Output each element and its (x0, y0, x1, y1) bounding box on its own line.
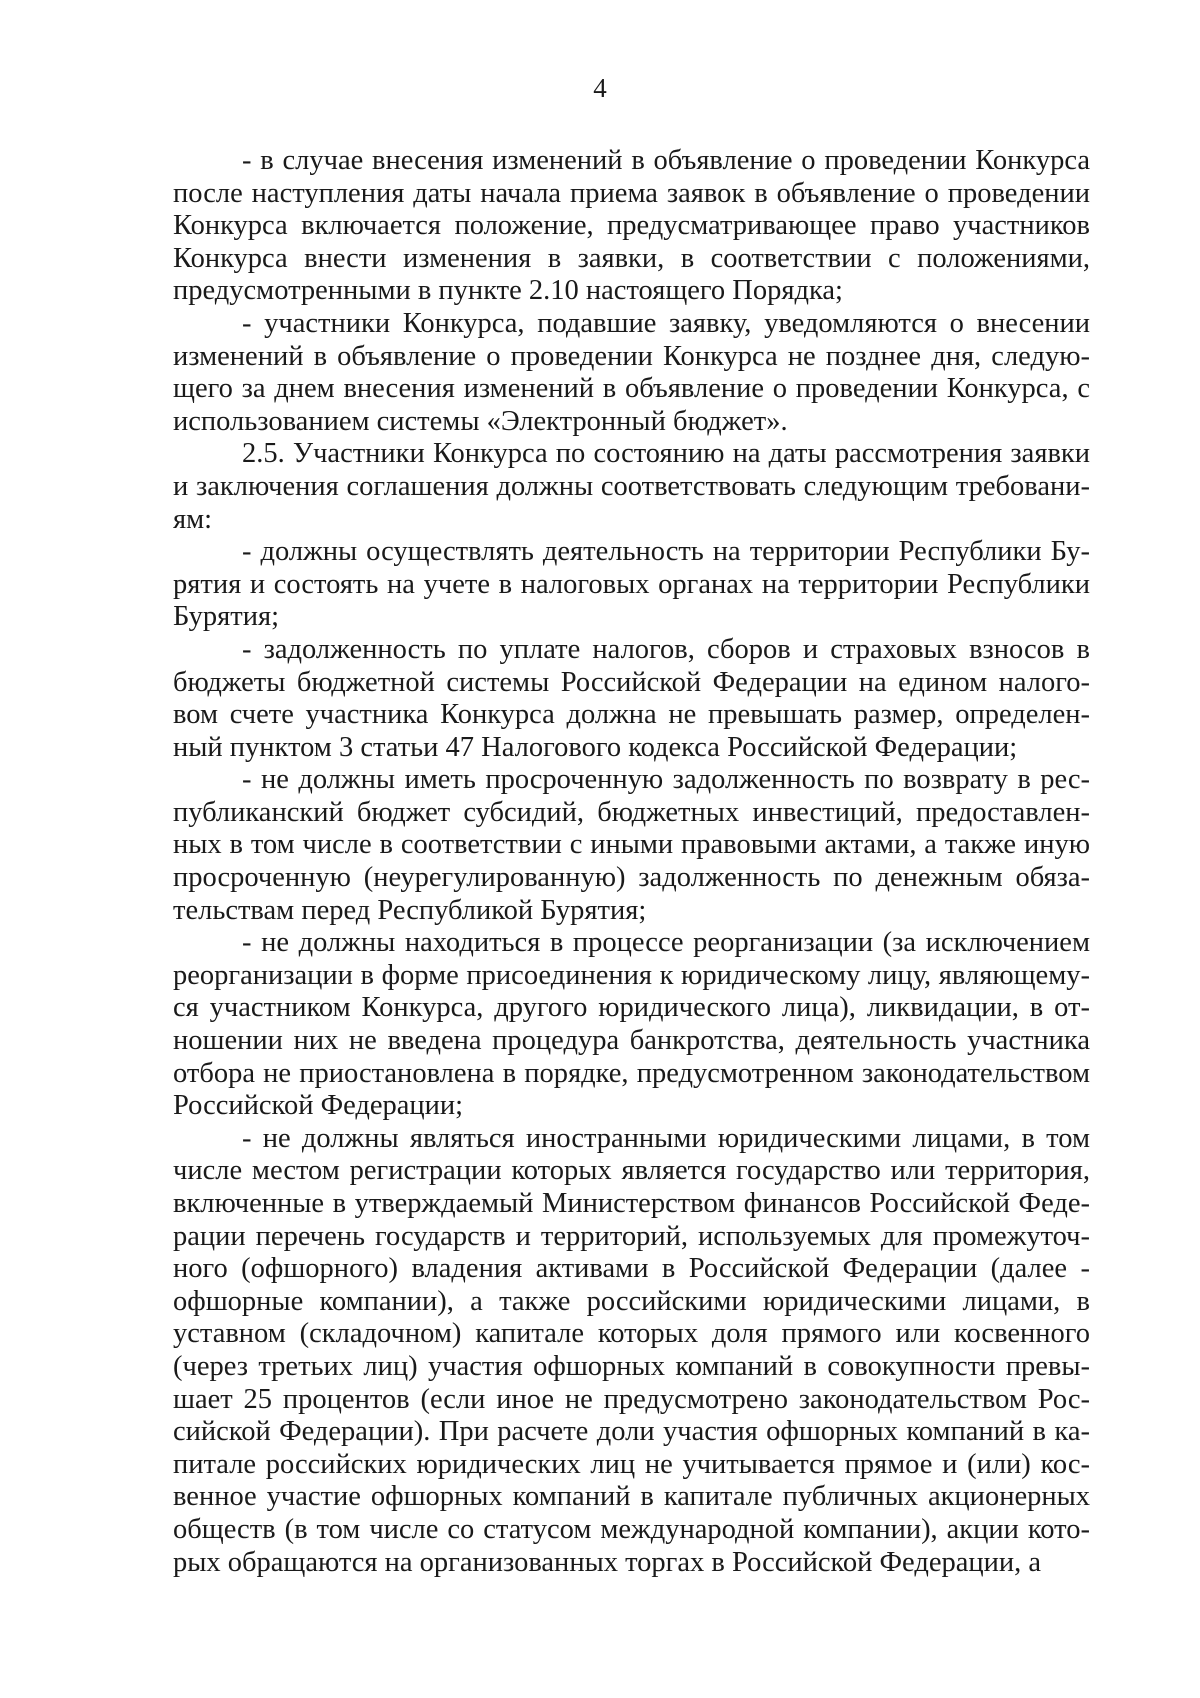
paragraph: - не должны находиться в процессе реорганизации (за исключением реорганизации в форме присоединения к юридическому лицу, являющемуся участником Конкурса, другого юридического лица), ликвидации, в отношении них не введена процедура банкротства, деятельность участника отбора не приостановлена в порядке, предусмотренном законодательством Российской Федерации; (173, 927, 1090, 1122)
paragraph: - в случае внесения изменений в объявление о проведении Конкурса после наступления даты начала приема заявок в объявление о проведении Конкурса включается положение, предусматривающее право участников Конкурса внести изменения в заявки, в соответствии с положениями, предусмотренными в пункте 2.10 настоящего Порядка; (173, 145, 1090, 307)
paragraph: - должны осуществлять деятельность на территории Республики Бурятия и состоять на учете в налоговых органах на территории Республики Бурятия; (173, 536, 1090, 633)
paragraph: - задолженность по уплате налогов, сборов и страховых взносов в бюджеты бюджетной системы Российской Федерации на едином налоговом счете участника Конкурса должна не превышать размер, определенный пунктом 3 статьи 47 Налогового кодекса Российской Федерации; (173, 633, 1090, 763)
paragraph: 2.5. Участники Конкурса по состоянию на даты рассмотрения заявки и заключения соглашения должны соответствовать следующим требованиям: (173, 438, 1090, 535)
paragraph: - не должны являться иностранными юридическими лицами, в том числе местом регистрации которых является государство или территория, включенные в утверждаемый Министерством финансов Российской Федерации перечень государств и территорий, используемых для промежуточного (офшорного) владения активами в Российской Федерации (далее - офшорные компании), а также российскими юридическими лицами, в уставном (складочном) капитале которых доля прямого или косвенного (через третьих лиц) участия офшорных компаний в совокупности превышает 25 процентов (если иное не предусмотрено законодательством Российской Федерации). При расчете доли участия офшорных компаний в капитале российских юридических лиц не учитывается прямое и (или) косвенное участие офшорных компаний в капитале публичных акционерных обществ (в том числе со статусом международной компании), акции которых обращаются на организованных торгах в Российской Федерации, а (173, 1122, 1090, 1578)
paragraph: - не должны иметь просроченную задолженность по возврату в республиканский бюджет субсидий, бюджетных инвестиций, предоставленных в том числе в соответствии с иными правовыми актами, а также иную просроченную (неурегулированную) задолженность по денежным обязательствам перед Республикой Бурятия; (173, 764, 1090, 926)
paragraph: - участники Конкурса, подавшие заявку, уведомляются о внесении изменений в объявление о проведении Конкурса не позднее дня, следующего за днем внесения изменений в объявление о проведении Конкурса, с использованием системы «Электронный бюджет». (173, 307, 1090, 437)
document-body (173, 145, 1090, 1579)
page-number: 4 (593, 73, 607, 103)
